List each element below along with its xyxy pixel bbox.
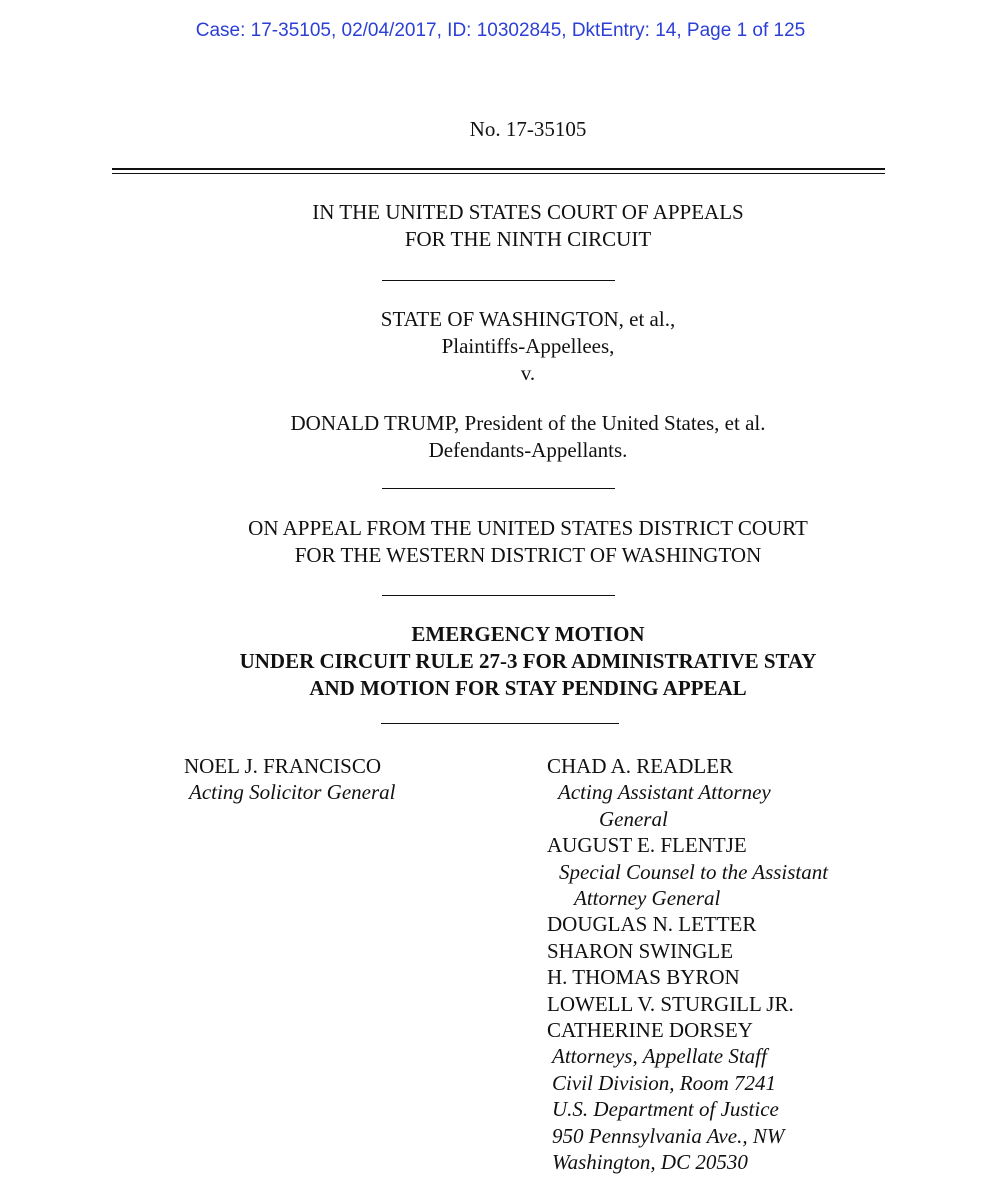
counsel-right-column [547,753,828,1176]
defendant-block [0,410,1001,464]
counsel-left-column [184,753,395,806]
defendant-name: DONALD TRUMP, President of the United States, et al. [290,411,766,435]
office-department: U.S. Department of Justice [552,1097,779,1122]
plaintiff-name: STATE OF WASHINGTON, et al., [380,307,676,331]
plaintiff-block [0,306,1001,387]
counsel-name: AUGUST E. FLENTJE [547,833,747,858]
staff-title: Attorneys, Appellate Staff [552,1044,767,1069]
attorney-name: CATHERINE DORSEY [547,1018,753,1043]
counsel-title: Acting Assistant Attorney [558,780,771,805]
separator-line [382,595,615,596]
counsel-title-continued: Attorney General [574,886,721,911]
double-rule-divider [112,168,885,174]
attorney-name: LOWELL V. STURGILL JR. [547,991,794,1016]
office-city: Washington, DC 20530 [552,1150,748,1175]
defendant-role: Defendants-Appellants. [428,438,628,462]
court-name-line-2: FOR THE NINTH CIRCUIT [404,227,652,251]
separator-line [381,723,619,724]
attorney-name: DOUGLAS N. LETTER [547,912,757,937]
attorney-name: SHARON SWINGLE [547,938,734,963]
appeal-origin [0,515,1001,569]
counsel-name: CHAD A. READLER [547,754,734,778]
motion-title-line-1: EMERGENCY MOTION [411,622,645,646]
office-room: Civil Division, Room 7241 [552,1070,776,1095]
court-name-line-1: IN THE UNITED STATES COURT OF APPEALS [312,200,744,224]
motion-title-line-3: AND MOTION FOR STAY PENDING APPEAL [309,676,747,700]
plaintiff-role: Plaintiffs-Appellees, [441,334,615,358]
separator-line [382,488,615,489]
counsel-title-continued: General [599,806,668,831]
counsel-title: Special Counsel to the Assistant [559,859,829,884]
motion-title-line-2: UNDER CIRCUIT RULE 27-3 FOR ADMINISTRATIVE STAY [239,649,817,673]
docket-number: No. 17-35105 [469,117,587,141]
versus-label: v. [520,361,536,385]
docket-header-stamp: Case: 17-35105, 02/04/2017, ID: 10302845, DktEntry: 14, Page 1 of 125 [195,20,806,41]
motion-title [0,621,1001,702]
court-caption [0,199,1001,253]
office-street: 950 Pennsylvania Ave., NW [552,1123,785,1148]
counsel-name: NOEL J. FRANCISCO [184,754,381,778]
appeal-line-1: ON APPEAL FROM THE UNITED STATES DISTRICT COURT [248,516,808,540]
separator-line [382,280,615,281]
attorney-name: H. THOMAS BYRON [547,965,740,990]
appeal-line-2: FOR THE WESTERN DISTRICT OF WASHINGTON [294,543,762,567]
counsel-title: Acting Solicitor General [189,780,396,805]
